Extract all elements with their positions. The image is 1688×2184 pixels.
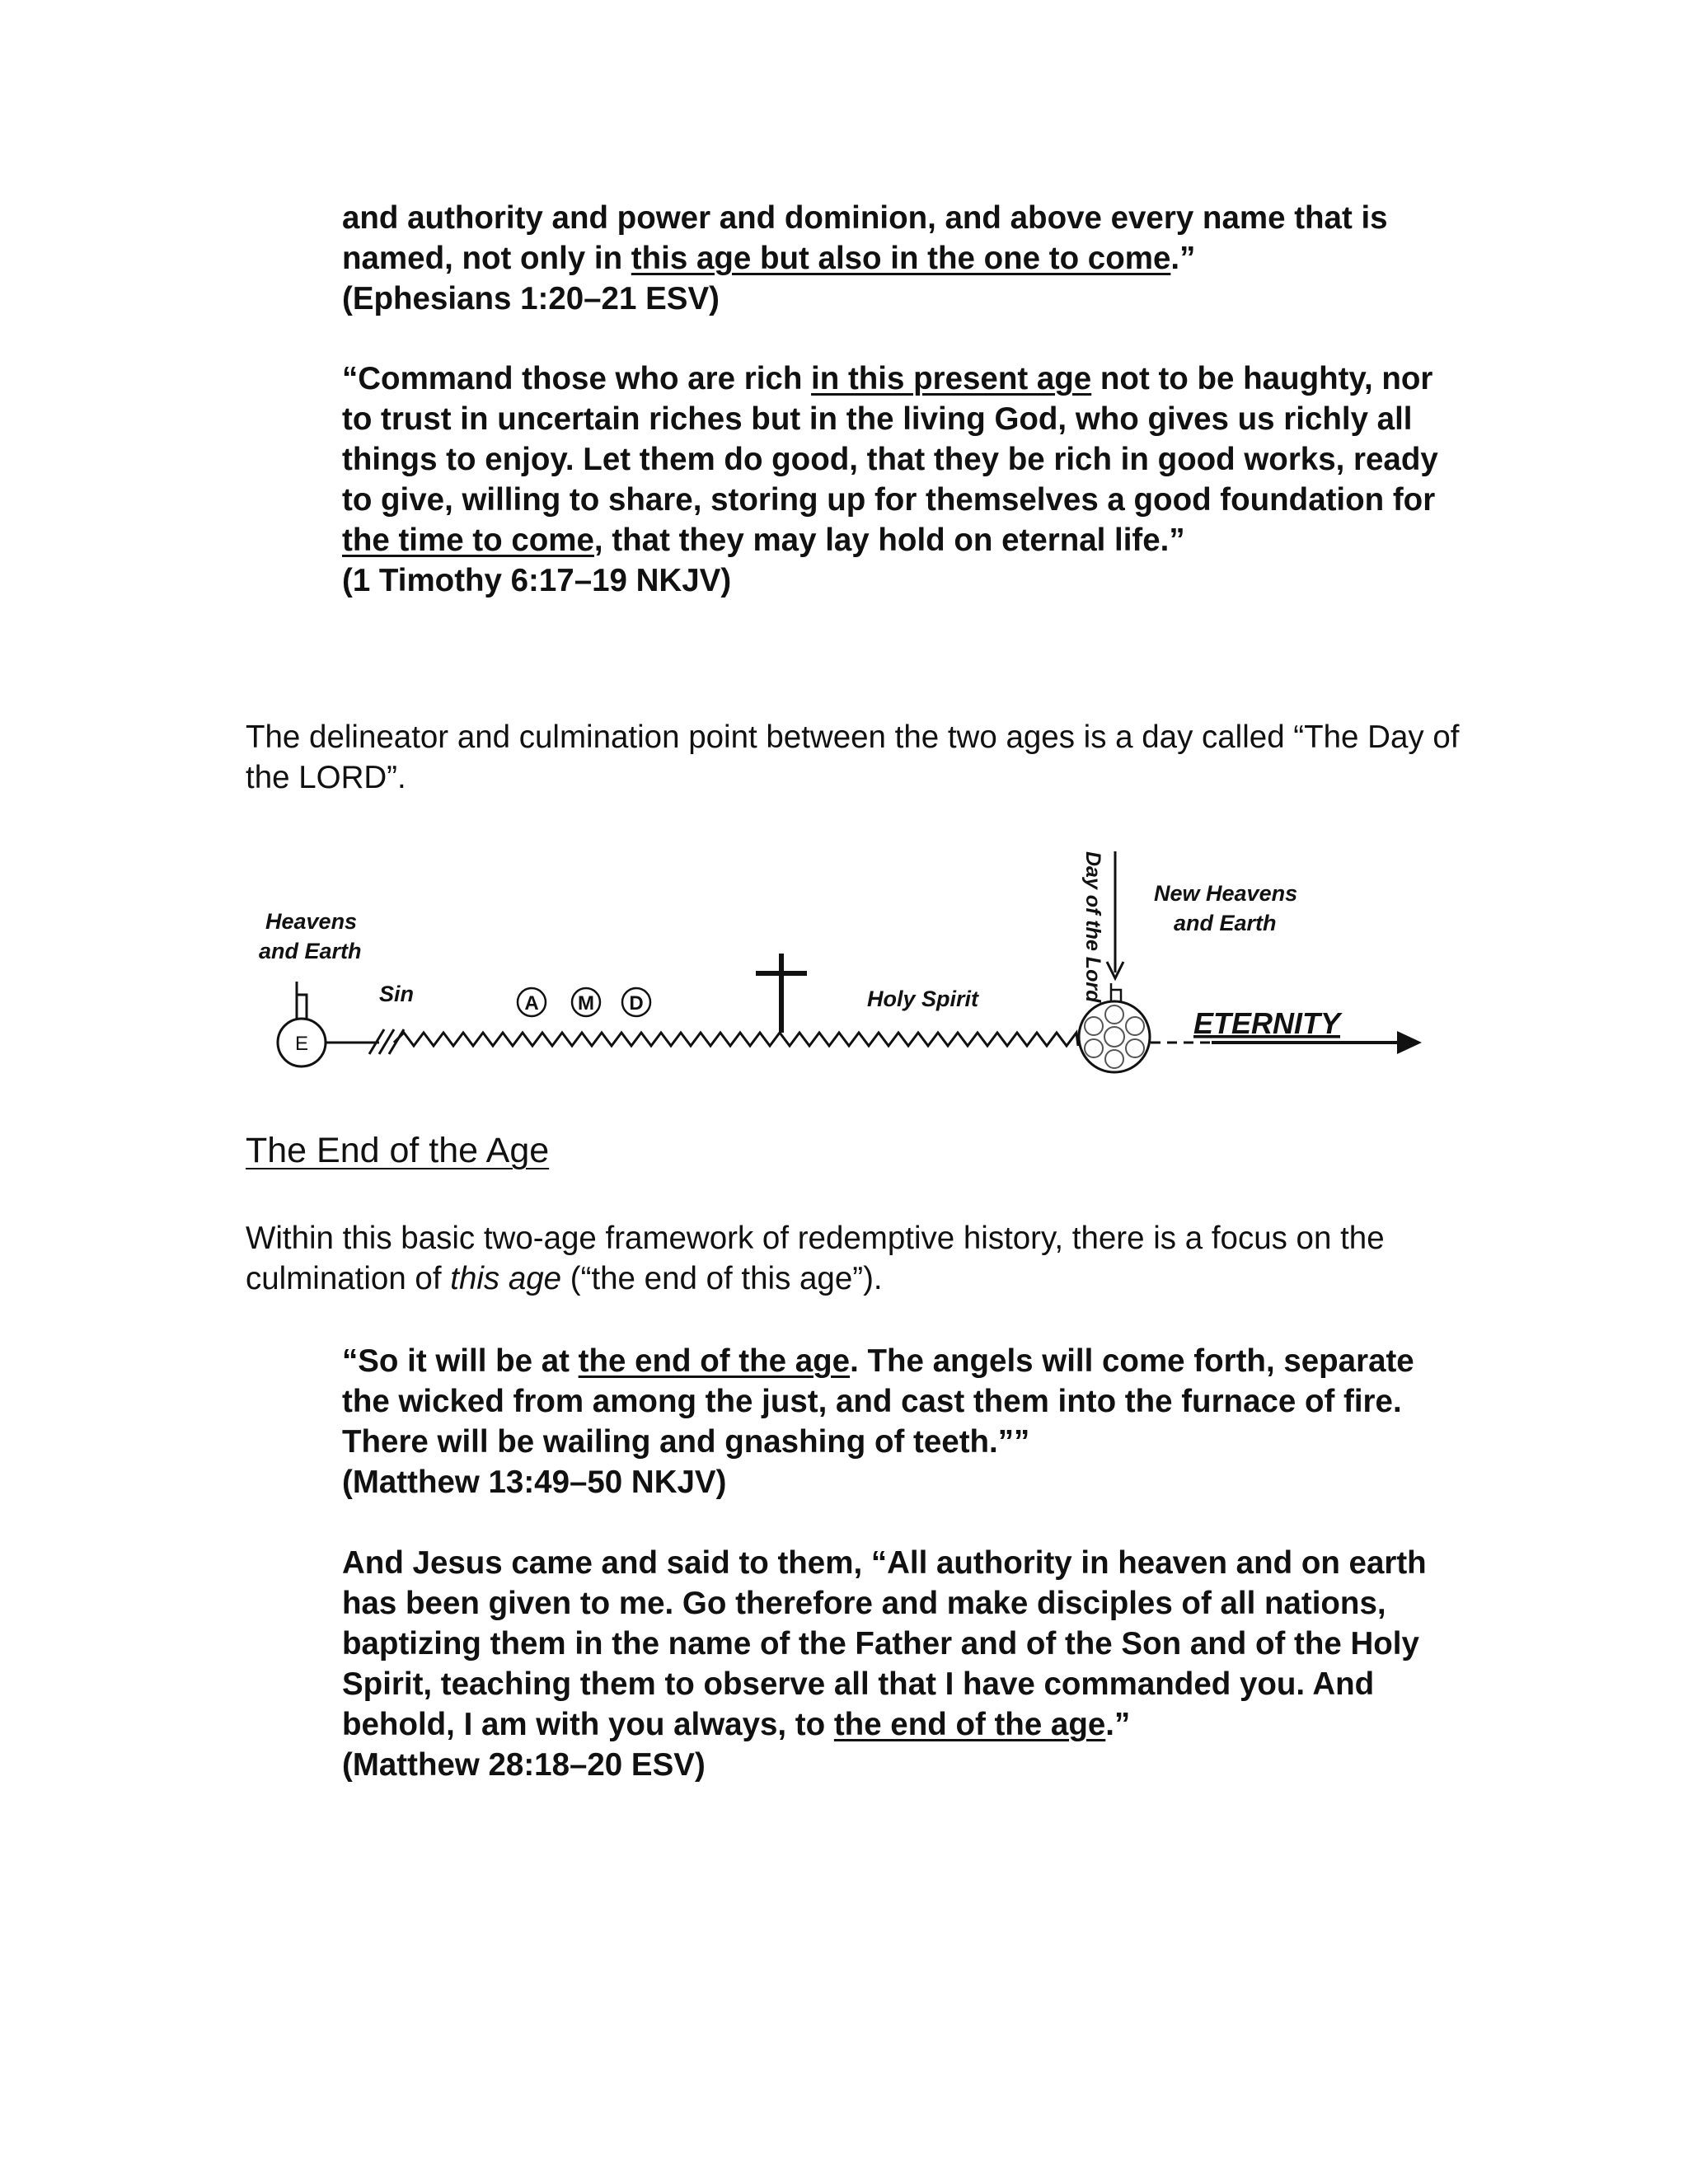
new-earth-sphere-icon (1079, 1001, 1150, 1072)
heavens-label-line1: Heavens (265, 909, 358, 934)
day-of-lord-label: Day of the Lord (1081, 851, 1104, 1003)
earth-letter: E (294, 1033, 309, 1055)
two-age-timeline-diagram (247, 837, 1442, 1100)
matthew28-text: And Jesus came and said to them, “All authority in heaven and on earth has been given to me. Go therefore and make disciples of all nations, baptizing them in the name of the Father and of the Son and of the Holy Spirit, teaching them to observe all that I have commanded you. And behold, I am with you always, to the end of the age.” (342, 1545, 1427, 1742)
framework-paragraph: Within this basic two-age framework of redemptive history, there is a focus on the culmination of this age (“the end of this age”). (246, 1221, 1385, 1296)
ephesians-underlined: this age but also in the one to come (631, 241, 1171, 276)
eternity-label: ETERNITY (1193, 1006, 1341, 1040)
matthew13-underlined: the end of the age (578, 1343, 851, 1379)
new-heavens-label-line2: and Earth (1174, 911, 1277, 935)
right-arrow-icon (1397, 1031, 1422, 1054)
matthew28-quote (342, 1543, 1447, 1785)
circle-d-letter: D (629, 992, 644, 1015)
holy-spirit-label: Holy Spirit (867, 987, 979, 1011)
sin-label: Sin (379, 982, 415, 1006)
timothy-text: “Command those who are rich in this present age not to be haughty, nor to trust in uncertain riches but in the living God, who gives us richly all things to enjoy. Let them do good, that they be rich in good works, ready to give, willing to share, storing up for themselves a good foundation for the time to come, that they may lay hold on eternal life.” (342, 361, 1438, 558)
timothy-reference: (1 Timothy 6:17–19 NKJV) (342, 563, 732, 598)
ephesians-line2: named, not only in this age but also in the one to come.” (342, 241, 1196, 276)
wavy-age-line (394, 1033, 1078, 1046)
matthew13-text: “So it will be at the end of the age. The angels will come forth, separate the wicked from among the just, and cast them into the furnace of fire. There will be wailing and gnashing of teeth.”” (342, 1343, 1414, 1460)
circle-m-letter: M (578, 992, 594, 1015)
flag-icon (297, 982, 307, 1019)
matthew28-underlined: the end of the age (833, 1707, 1106, 1742)
circle-a-letter: A (524, 992, 539, 1015)
section-heading: The End of the Age (246, 1131, 550, 1170)
matthew13-quote (342, 1341, 1447, 1502)
ephesians-line1: and authority and power and dominion, and above every name that is (342, 200, 1388, 236)
matthew28-reference: (Matthew 28:18–20 ESV) (342, 1747, 706, 1783)
day-of-lord-intro: The delineator and culmination point between the two ages is a day called “The Day of the LORD”. (246, 719, 1460, 795)
timothy-quote (342, 359, 1447, 601)
heavens-label-line2: and Earth (259, 939, 362, 963)
timothy-underlined-1: in this present age (811, 361, 1092, 396)
timothy-underlined-2: the time to come (342, 523, 594, 558)
this-age-italic: this age (450, 1261, 562, 1296)
ephesians-reference: (Ephesians 1:20–21 ESV) (342, 281, 720, 316)
ephesians-quote (342, 198, 1447, 319)
small-flag-icon (1111, 983, 1121, 1001)
matthew13-reference: (Matthew 13:49–50 NKJV) (342, 1465, 727, 1500)
cross-icon (756, 954, 807, 1033)
new-heavens-label-line1: New Heavens (1154, 881, 1298, 906)
